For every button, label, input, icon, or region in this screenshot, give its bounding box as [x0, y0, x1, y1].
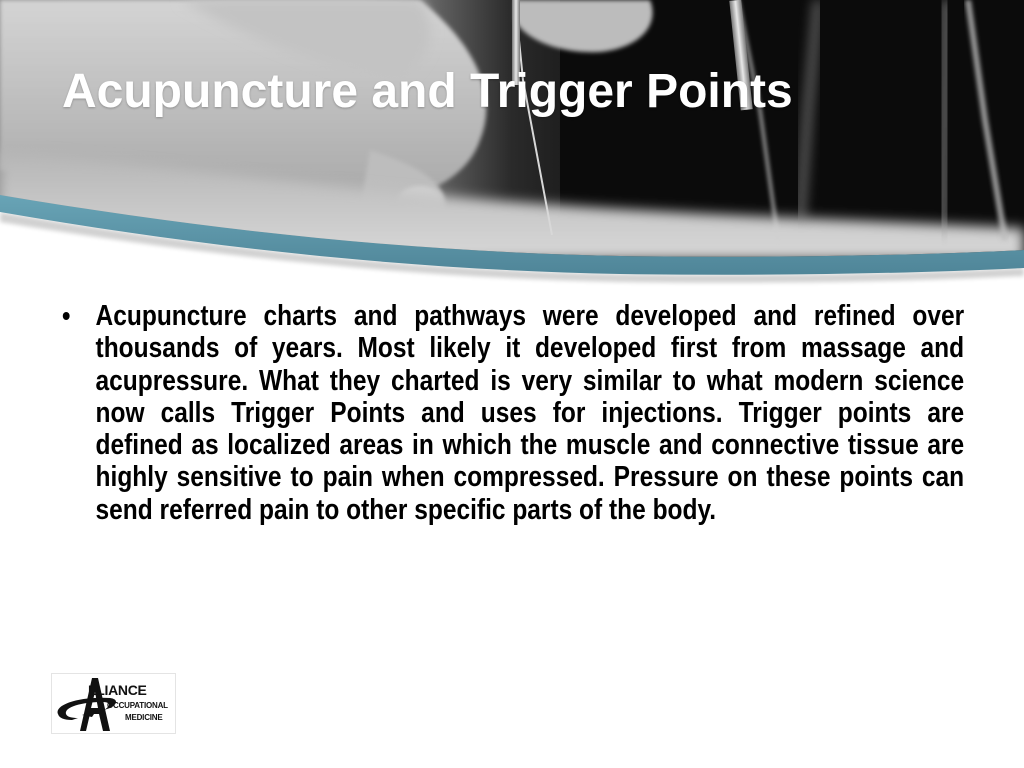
bullet-text: Acupuncture charts and pathways were developed and refined over thousands of years. Most likely it developed first from massage and acupressure. What they charted is very similar to what modern science now calls Trigger Points and uses for injections. Trigger points are defined as localized areas in which the muscle and connective tissue are highly sensitive to pain when compressed. Pressure on these points can send referred pain to other specific parts of the body.	[95, 300, 965, 526]
logo-text-occupational: OCCUPATIONAL	[107, 701, 168, 710]
logo-text-alliance: LLIANCE	[88, 682, 147, 698]
logo-text-medicine: MEDICINE	[125, 713, 163, 722]
alliance-occupational-medicine-logo	[51, 673, 176, 734]
slide-title: Acupuncture and Trigger Points	[62, 65, 793, 118]
slide-content	[62, 300, 965, 526]
bullet-item	[62, 300, 964, 526]
bullet-list	[62, 300, 965, 526]
bullet-marker: •	[62, 300, 71, 331]
header-photo-banner	[0, 0, 1024, 290]
acupuncture-needles-photo-icon	[0, 0, 1024, 290]
